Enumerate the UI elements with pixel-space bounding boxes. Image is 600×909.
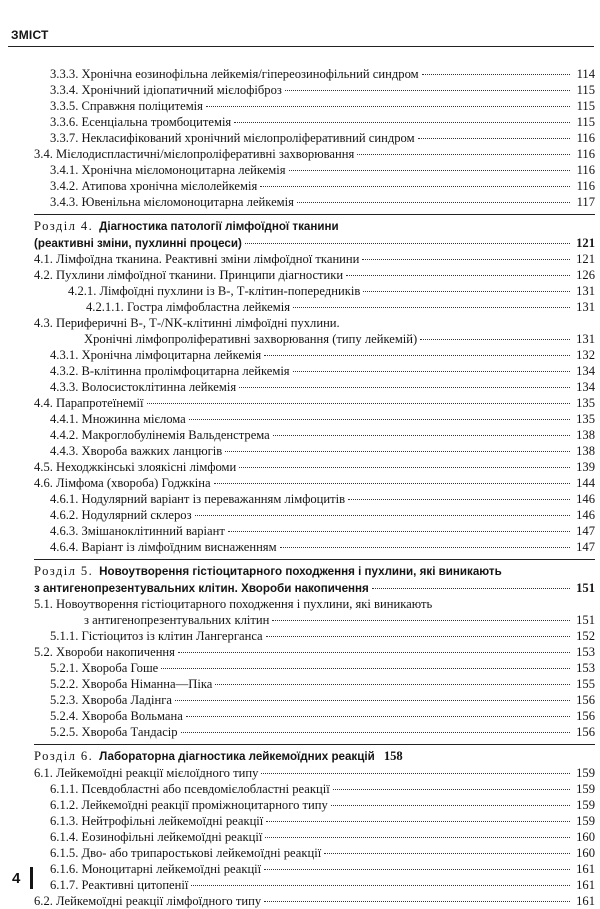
toc-entry [34,539,595,555]
entry-number: 4.6.2. [50,508,79,522]
toc-entry [34,130,595,146]
entry-title [86,299,290,315]
entry-page: 159 [576,814,595,828]
entry-number: 6.1.6. [50,862,79,876]
section-title: Новоутворення гістіоцитарного походження і пухлини, які виникають [99,565,502,578]
entry-page: 153 [576,645,595,659]
section-label: Розділ 6. [34,749,94,763]
entry-title [50,162,286,178]
entry-text: Нодулярний варіант із переважанням лімфоцитів [81,492,346,506]
entry-number: 5.2.4. [50,709,79,723]
entry-text: Некласифікований хронічний мієлопроліферативний синдром [81,131,415,145]
entry-number: 6.2. [34,894,53,908]
entry-number: 3.4.3. [50,195,79,209]
entry-text: Варіант із лімфоїдним виснаженням [81,540,277,554]
entry-page: 156 [576,693,595,707]
entry-page: 126 [576,268,595,282]
entry-page: 115 [576,115,595,129]
entry-page: 132 [576,348,595,362]
entry-title [34,459,236,475]
entry-page: 159 [576,782,595,796]
entry-page: 116 [576,147,595,161]
entry-text: Реактивні цитопенії [81,878,189,892]
entry-text: Лейкемоїдні реакції лімфоїдного типу [56,894,262,908]
dot-leader [372,588,570,589]
entry-page: 135 [576,396,595,410]
entry-page: 146 [576,508,595,522]
dot-leader [239,387,570,388]
entry-text: Новоутворення гістіоцитарного походження і пухлини, які виникають [56,597,433,611]
entry-page: 156 [576,709,595,723]
entry-text: Есенціальна тромбоцитемія [81,115,232,129]
page-number-bar [30,867,33,889]
entry-text: Псевдобластні або псевдомієлобластні реакції [81,782,330,796]
toc-entry [34,724,595,740]
toc-entry [34,797,595,813]
entry-number: 4.4.2. [50,428,79,442]
entry-text: Макроглобулінемія Вальденстрема [81,428,270,442]
entry-title [50,523,225,539]
entry-text: Волосистоклітинна лейкемія [81,380,237,394]
toc-entry [34,877,595,893]
entry-title [50,660,158,676]
section-rule [34,744,595,745]
entry-text: Мієлодиспластичні/мієлопроліферативні захворювання [56,147,355,161]
entry-page: 138 [576,428,595,442]
entry-number: 3.3.4. [50,83,79,97]
entry-number: 4.4.3. [50,444,79,458]
toc-entry [34,162,595,178]
entry-page: 134 [576,364,595,378]
page-number: 4 [12,870,21,887]
entry-page: 159 [576,766,595,780]
entry-text: Хвороба Гоше [81,661,159,675]
entry-title [50,363,290,379]
entry-text: Справжня поліцитемія [81,99,203,113]
entry-text: Хронічний ідіопатичний мієлофіброз [81,83,282,97]
toc-entry [34,299,595,315]
entry-number: 4.4. [34,396,53,410]
toc-entry [34,267,595,283]
entry-number: 5.2.5. [50,725,79,739]
section-heading [34,218,595,235]
entry-text: Хвороба Вольмана [81,709,183,723]
entry-number: 3.3.3. [50,67,79,81]
toc-entry [34,427,595,443]
dot-leader [234,122,570,123]
entry-number: 5.2.3. [50,693,79,707]
entry-text: Хронічна лімфоцитарна лейкемія [81,348,262,362]
entry-number: 3.3.7. [50,131,79,145]
toc-entry [34,251,595,267]
dot-leader [178,652,570,653]
dot-leader [191,885,570,886]
dot-leader [195,515,570,516]
dot-leader [420,339,570,340]
toc-entry [34,363,595,379]
section-rule [34,559,595,560]
entry-title [50,539,277,555]
entry-page: 160 [576,846,595,860]
entry-number: 4.4.1. [50,412,79,426]
entry-number: 3.4. [34,147,53,161]
toc-entry [34,98,595,114]
dot-leader [293,371,570,372]
toc-entry [34,845,595,861]
entry-page: 116 [576,131,595,145]
header-title: ЗМІСТ [11,28,49,42]
entry-page: 131 [576,300,595,314]
entry-text: Еозинофільні лейкемоїдні реакції [81,830,263,844]
dot-leader [266,821,570,822]
entry-number: 4.3.3. [50,380,79,394]
entry-page: 161 [576,878,595,892]
entry-text: Парапротеїнемії [56,396,144,410]
toc-entry [34,315,595,331]
dot-leader [181,732,570,733]
entry-page: 155 [576,677,595,691]
entry-page: 147 [576,524,595,538]
entry-title [50,82,282,98]
entry-number: 5.1. [34,597,53,611]
entry-number: 4.6.1. [50,492,79,506]
entry-title [50,861,261,877]
entry-text: Лімфоїдні пухлини із В-, Т-клітин-попередників [99,284,361,298]
entry-page: 138 [576,444,595,458]
entry-number: 4.6. [34,476,53,490]
entry-title [50,130,415,146]
entry-page: 161 [576,894,595,908]
entry-title [34,475,211,491]
entry-title [68,283,360,299]
entry-title [50,781,330,797]
entry-title [34,395,144,411]
entry-title [50,877,188,893]
dot-leader [293,307,570,308]
dot-leader [297,202,570,203]
entry-number: 5.2.2. [50,677,79,691]
dot-leader [225,451,570,452]
dot-leader [245,243,570,244]
section-title-continued: (реактивні зміни, пухлинні процеси) [34,237,242,250]
dot-leader [273,435,570,436]
entry-page: 117 [576,195,595,209]
entry-text-continued: з антигенопрезентувальних клітин [84,613,270,627]
entry-title [50,443,222,459]
entry-text: Хронічна еозинофільна лейкемія/гіпереозинофільний синдром [81,67,419,81]
entry-number: 4.3.1. [50,348,79,362]
toc-entry [34,82,595,98]
entry-title [50,178,257,194]
toc-entry [34,829,595,845]
section-label: Розділ 4. [34,219,94,233]
section-title-continued: з антигенопрезентувальних клітин. Хвороби накопичення [34,582,369,595]
entry-page: 147 [576,540,595,554]
page-header [0,0,600,52]
entry-number: 4.2.1.1. [86,300,124,314]
entry-title [50,98,203,114]
entry-title [50,813,263,829]
entry-text: Моноцитарні лейкемоїдні реакції [81,862,262,876]
entry-title [50,347,261,363]
dot-leader [206,106,570,107]
entry-page: 144 [576,476,595,490]
entry-title [50,427,270,443]
entry-number: 4.6.3. [50,524,79,538]
toc-entry [34,708,595,724]
entry-title [50,692,172,708]
toc-entry [34,114,595,130]
entry-number: 3.3.6. [50,115,79,129]
toc-entry [34,692,595,708]
dot-leader [289,170,570,171]
toc-entry [34,443,595,459]
section-page: 158 [383,749,403,763]
dot-leader [215,684,570,685]
toc-entry [34,194,595,210]
entry-text: Хвороба Німанна—Піка [81,677,213,691]
toc-entry [34,676,595,692]
entry-text: Лімфома (хвороба) Годжкіна [56,476,211,490]
toc-entry [34,379,595,395]
toc-entry [34,459,595,475]
toc-entry [34,596,595,612]
entry-page: 160 [576,830,595,844]
dot-leader [362,259,570,260]
dot-leader [261,773,570,774]
entry-text: Неходжкінські злоякісні лімфоми [56,460,237,474]
entry-number: 4.1. [34,252,53,266]
entry-text: Змішаноклітинний варіант [81,524,225,538]
dot-leader [357,154,570,155]
entry-number: 6.1.2. [50,798,79,812]
toc-entry [34,475,595,491]
dot-leader [280,547,570,548]
entry-page: 116 [576,179,595,193]
entry-page: 159 [576,798,595,812]
entry-page: 152 [576,629,595,643]
toc-entry [34,395,595,411]
entry-text-continued: Хронічні лімфопроліферативні захворювання (типу лейкемій) [84,332,418,346]
header-rule [8,46,594,47]
entry-page: 115 [576,83,595,97]
dot-leader [422,74,570,75]
entry-text: Хронічна мієломоноцитарна лейкемія [81,163,286,177]
entry-title [50,845,321,861]
toc-entry [34,411,595,427]
entry-page: 116 [576,163,595,177]
section-title: Діагностика патології лімфоїдної тканини [99,220,339,233]
entry-text: Пухлини лімфоїдної тканини. Принципи діагностики [56,268,344,282]
entry-title [34,893,261,909]
entry-title [50,411,186,427]
entry-text: Нейтрофільні лейкемоїдні реакції [81,814,264,828]
entry-page: 115 [576,99,595,113]
table-of-contents [34,66,595,909]
dot-leader [346,275,570,276]
entry-title [50,491,345,507]
entry-title [50,379,236,395]
entry-text: Хвороба важких ланцюгів [81,444,223,458]
entry-title [50,628,263,644]
entry-number: 6.1.7. [50,878,79,892]
entry-number: 6.1. [34,766,53,780]
dot-leader [418,138,570,139]
toc-entry [34,146,595,162]
entry-text: Лейкемоїдні реакції проміжноцитарного типу [81,798,328,812]
entry-number: 4.3.2. [50,364,79,378]
dot-leader [239,467,570,468]
entry-title [50,676,212,692]
entry-text: Ювенільна мієломоноцитарна лейкемія [81,195,294,209]
toc-entry [34,781,595,797]
dot-leader [333,789,570,790]
entry-page: 135 [576,412,595,426]
dot-leader [272,620,570,621]
entry-number: 6.1.5. [50,846,79,860]
section-heading-continuation [34,580,595,596]
entry-number: 3.3.5. [50,99,79,113]
entry-page: 151 [576,613,595,627]
entry-title [50,797,328,813]
entry-page: 114 [576,67,595,81]
entry-title [50,829,262,845]
toc-entry [34,178,595,194]
dot-leader [331,805,570,806]
toc-entry [34,523,595,539]
entry-number: 3.4.2. [50,179,79,193]
toc-entry [34,347,595,363]
entry-page: 131 [576,332,595,346]
entry-title [34,644,175,660]
section-rule [34,214,595,215]
entry-text: Периферичні В-, Т-/NK-клітинні лімфоїдні пухлини. [56,316,340,330]
entry-text: Дво- або трипаростькові лейкемоїдні реакції [81,846,322,860]
entry-page: 153 [576,661,595,675]
entry-text: В-клітинна пролімфоцитарна лейкемія [81,364,290,378]
dot-leader [264,355,570,356]
section-heading [34,563,595,580]
dot-leader [260,186,570,187]
dot-leader [285,90,570,91]
entry-page: 161 [576,862,595,876]
toc-entry [34,644,595,660]
toc-entry [34,813,595,829]
entry-number: 6.1.1. [50,782,79,796]
toc-entry [34,861,595,877]
entry-title [50,114,231,130]
dot-leader [175,700,570,701]
entry-text: Множинна мієлома [81,412,186,426]
entry-text: Гостра лімфобластна лейкемія [126,300,291,314]
toc-entry [34,628,595,644]
toc-entry [34,283,595,299]
entry-page: 156 [576,725,595,739]
entry-number: 6.1.3. [50,814,79,828]
entry-number: 4.6.4. [50,540,79,554]
entry-text: Лімфоїдна тканина. Реактивні зміни лімфоїдної тканини [56,252,360,266]
dot-leader [228,531,570,532]
entry-text: Лейкемоїдні реакції мієлоїдного типу [56,766,259,780]
dot-leader [324,853,570,854]
section-page: 121 [576,236,595,250]
dot-leader [348,499,570,500]
entry-number: 3.4.1. [50,163,79,177]
dot-leader [214,483,570,484]
entry-text: Хвороби накопичення [56,645,175,659]
entry-text: Атипова хронічна мієлолейкемія [81,179,258,193]
entry-page: 131 [576,284,595,298]
toc-entry [34,491,595,507]
entry-number: 4.2.1. [68,284,97,298]
entry-title [34,146,354,162]
dot-leader [363,291,570,292]
section-title: Лабораторна діагностика лейкемоїдних реакцій [99,750,375,763]
dot-leader [161,668,570,669]
entry-title [50,194,294,210]
entry-title [34,267,343,283]
entry-number: 4.3. [34,316,53,330]
entry-page: 134 [576,380,595,394]
entry-title [50,507,192,523]
entry-title [34,251,359,267]
entry-title [50,66,419,82]
dot-leader [186,716,570,717]
entry-title [50,708,183,724]
entry-number: 4.5. [34,460,53,474]
entry-number: 6.1.4. [50,830,79,844]
entry-page: 121 [576,252,595,266]
entry-number: 5.2.1. [50,661,79,675]
section-heading [34,748,595,765]
section-heading-continuation [34,235,595,251]
toc-entry-continuation [34,331,595,347]
entry-text: Хвороба Ладінга [81,693,173,707]
toc-entry-continuation [34,612,595,628]
dot-leader [147,403,570,404]
section-label: Розділ 5. [34,564,94,578]
entry-text: Нодулярний склероз [81,508,192,522]
entry-title [34,765,258,781]
entry-number: 5.1.1. [50,629,79,643]
entry-number: 4.2. [34,268,53,282]
entry-title [50,724,178,740]
toc-entry [34,765,595,781]
toc-entry [34,893,595,909]
entry-text: Хвороба Тандасір [81,725,178,739]
entry-page: 146 [576,492,595,506]
dot-leader [265,837,570,838]
entry-page: 139 [576,460,595,474]
dot-leader [264,869,570,870]
toc-entry [34,660,595,676]
toc-entry [34,66,595,82]
dot-leader [266,636,570,637]
toc-entry [34,507,595,523]
entry-text: Гістіоцитоз із клітин Лангерганса [81,629,263,643]
section-page: 151 [576,581,595,595]
dot-leader [189,419,570,420]
entry-number: 5.2. [34,645,53,659]
